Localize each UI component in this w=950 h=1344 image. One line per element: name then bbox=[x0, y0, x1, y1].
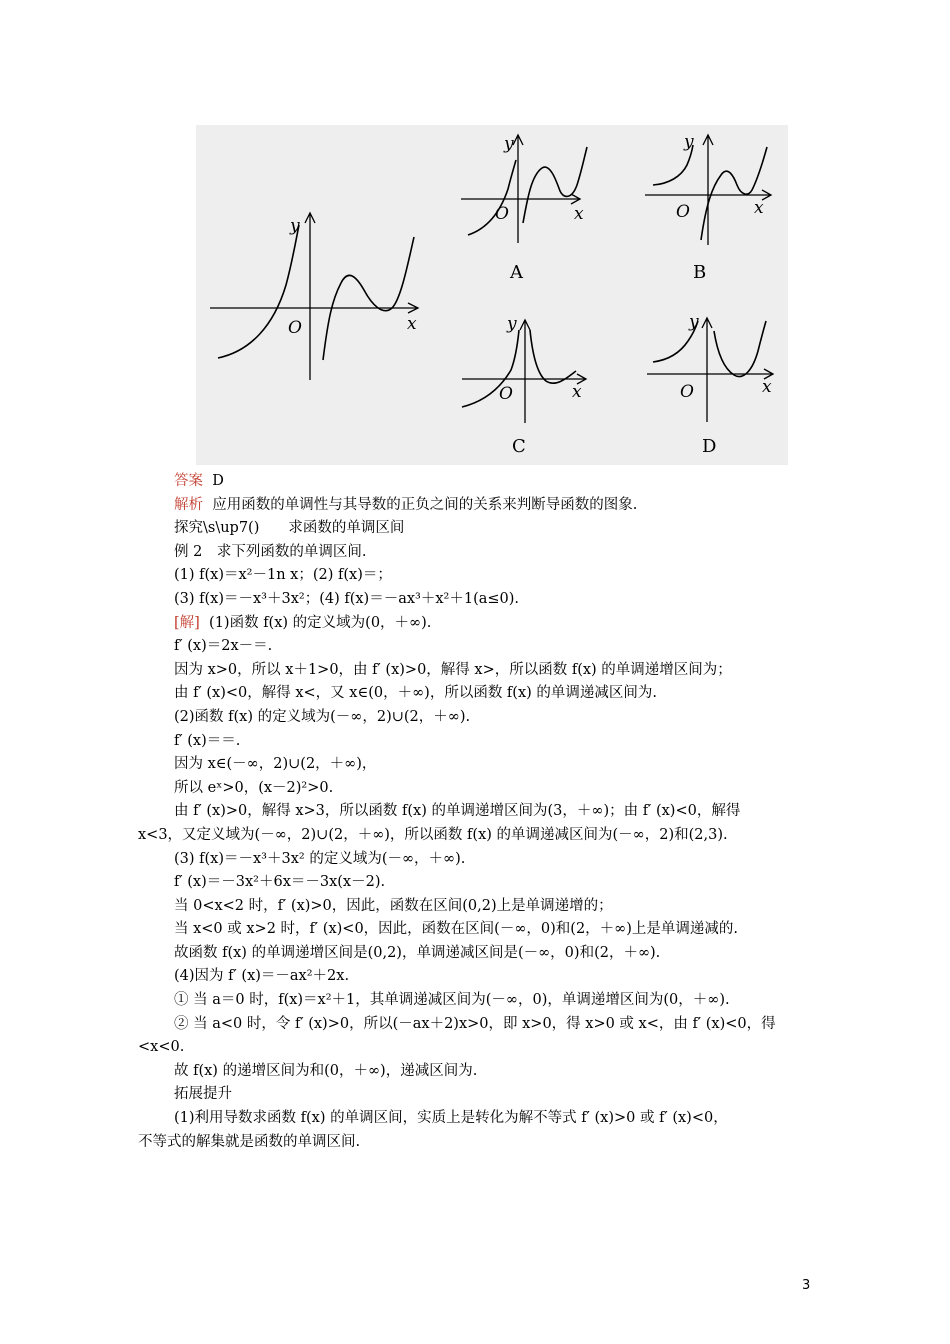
option-a-y-label: y bbox=[504, 134, 514, 154]
main-x-label: x bbox=[407, 314, 417, 334]
text-line: (4)因为 f′ (x)＝－ax²＋2x. bbox=[174, 968, 350, 985]
solution-text: (1)函数 f(x) 的定义域为(0，＋∞). bbox=[209, 614, 432, 631]
text-line: x<3，又定义域为(－∞，2)∪(2，＋∞)，所以函数 f(x) 的单调递减区间为(－∞，2)和(2,3). bbox=[138, 826, 728, 843]
solution-line bbox=[138, 612, 818, 636]
text-line: 故函数 f(x) 的单调递增区间是(0,2)，单调递减区间是(－∞，0)和(2，＋∞). bbox=[174, 944, 661, 961]
text-line: f′ (x)＝2x－＝. bbox=[174, 638, 273, 655]
option-d-caption: D bbox=[702, 436, 717, 457]
option-d-x-label: x bbox=[762, 377, 772, 397]
text-line: 当 x<0 或 x>2 时，f′ (x)<0，因此，函数在区间(－∞，0)和(2，＋∞)上是单调递减的. bbox=[174, 921, 739, 938]
text-line: (2)函数 f(x) 的定义域为(－∞，2)∪(2，＋∞). bbox=[174, 708, 471, 725]
option-b-y-label: y bbox=[684, 132, 694, 152]
option-b-x-label: x bbox=[754, 198, 764, 218]
example-question-2: (3) f(x)＝－x³＋3x²；(4) f(x)＝－ax³＋x²＋1(a≤0). bbox=[174, 590, 520, 607]
text-line: (3) f(x)＝－x³＋3x² 的定义域为(－∞，＋∞). bbox=[174, 850, 466, 867]
analysis-text: 应用函数的单调性与其导数的正负之间的关系来判断导函数的图象. bbox=[212, 496, 638, 513]
option-d-origin-label: O bbox=[680, 382, 694, 402]
extension-heading: 拓展提升 bbox=[174, 1086, 232, 1103]
answer-label: 答案 bbox=[174, 473, 203, 489]
text-line: 因为 x∈(－∞，2)∪(2，＋∞)， bbox=[174, 756, 377, 773]
answer-line bbox=[138, 470, 818, 494]
option-b-origin-label: O bbox=[676, 202, 690, 222]
option-c-origin-label: O bbox=[499, 384, 513, 404]
text-line: 所以 eˣ>0，(x－2)²>0. bbox=[174, 779, 334, 796]
example-question-1: (1) f(x)＝x²－1n x；(2) f(x)＝； bbox=[174, 567, 392, 584]
text-line: (1)利用导数求函数 f(x) 的单调区间，实质上是转化为解不等式 f′ (x)>0 或 f′ (x)<0， bbox=[174, 1110, 728, 1127]
analysis-line bbox=[138, 494, 818, 518]
text-line: 当 0<x<2 时，f′ (x)>0，因此，函数在区间(0,2)上是单调递增的； bbox=[174, 897, 613, 914]
option-c-x-label: x bbox=[572, 382, 582, 402]
text-line: 不等式的解集就是函数的单调区间. bbox=[138, 1133, 361, 1150]
main-origin-label: O bbox=[288, 318, 302, 338]
text-line: f′ (x)＝－3x²＋6x＝－3x(x－2). bbox=[174, 874, 386, 891]
option-d-y-label: y bbox=[689, 312, 699, 332]
option-c-caption: C bbox=[512, 436, 526, 457]
example-title: 例 2 求下列函数的单调区间. bbox=[174, 543, 367, 560]
text-line: ② 当 a<0 时，令 f′ (x)>0，所以(－ax＋2)x>0，即 x>0，得 x>0 或 x<，由 f′ (x)<0，得 bbox=[174, 1015, 776, 1032]
text-line: f′ (x)＝＝. bbox=[174, 732, 241, 749]
answer-value: D bbox=[212, 473, 224, 489]
text-line: 故 f(x) 的递增区间为和(0，＋∞)，递减区间为. bbox=[174, 1062, 478, 1079]
text-line: 由 f′ (x)<0，解得 x<，又 x∈(0，＋∞)，所以函数 f(x) 的单调递减区间为. bbox=[174, 685, 658, 702]
text-line: <x<0. bbox=[138, 1039, 185, 1056]
option-a-origin-label: O bbox=[495, 204, 509, 224]
option-c-y-label: y bbox=[507, 314, 517, 334]
section-heading: 探究\s\up7() 求函数的单调区间 bbox=[174, 520, 405, 537]
solution-tag: [解] bbox=[174, 614, 200, 631]
function-graph-figure bbox=[196, 125, 788, 465]
text-line: ① 当 a＝0 时，f(x)＝x²＋1，其单调递减区间为(－∞，0)，单调递增区间为(0，＋∞). bbox=[174, 992, 730, 1009]
text-line: 因为 x>0，所以 x＋1>0，由 f′ (x)>0，解得 x>，所以函数 f(x) 的单调递增区间为； bbox=[174, 661, 732, 678]
page-number: 3 bbox=[802, 1278, 811, 1293]
analysis-label: 解析 bbox=[174, 496, 203, 513]
document-body bbox=[138, 470, 818, 1154]
main-y-label: y bbox=[290, 216, 300, 236]
option-b-caption: B bbox=[693, 262, 707, 283]
text-line: 由 f′ (x)>0，解得 x>3，所以函数 f(x) 的单调递增区间为(3，＋∞)；由 f′ (x)<0，解得 bbox=[174, 803, 741, 820]
option-a-x-label: x bbox=[574, 204, 584, 224]
option-a-caption: A bbox=[510, 262, 523, 283]
